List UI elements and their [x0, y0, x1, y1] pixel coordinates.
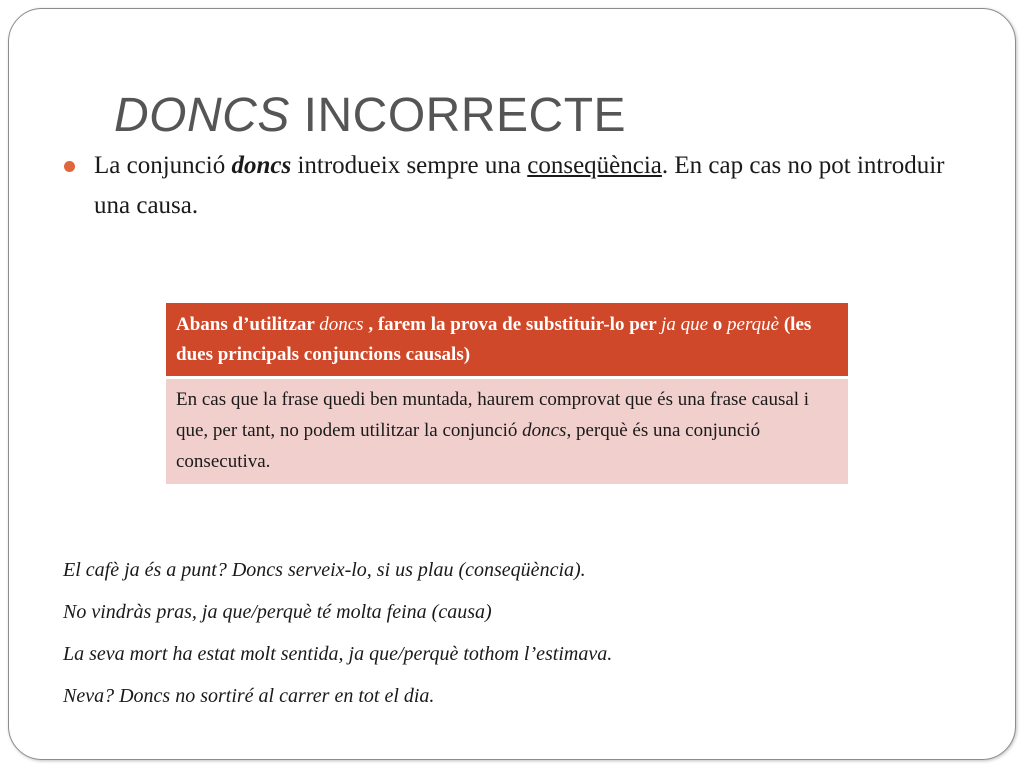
bullet-keyword: doncs: [231, 152, 292, 179]
body-text: , perquè és una conjunció consecutiva.: [176, 420, 761, 472]
example-sentence: El cafè ja és a punt? Doncs serveix-lo, si us plau (conseqüència).: [63, 559, 586, 581]
slide-title: [114, 88, 626, 144]
body-italic: doncs: [522, 420, 567, 441]
table-body-cell: [166, 378, 848, 485]
info-table: [166, 303, 848, 484]
header-italic: perquè: [727, 314, 780, 335]
example-sentence: Neva? Doncs no sortiré al carrer en tot el dia.: [63, 685, 435, 707]
bullet-underlined-word: conseqüència: [527, 152, 662, 179]
header-text: (les dues principals conjuncions causals): [176, 314, 812, 365]
example-sentences: [63, 556, 963, 724]
header-italic: ja que: [661, 314, 709, 335]
body-text: En cas que la frase quedi ben muntada, haurem comprovat que és una frase causal i que, per tant, no podem utilitzar la conjunció: [176, 389, 810, 441]
header-text: , farem la prova de substituir-lo per: [363, 314, 662, 335]
bullet-text-part: introdueix sempre una: [291, 152, 528, 179]
bullet-text: [94, 146, 964, 226]
header-text: Abans d’utilitzar: [176, 314, 320, 335]
title-rest: INCORRECTE: [289, 89, 627, 142]
example-sentence: No vindràs pras, ja que/perquè té molta feina (causa): [63, 601, 492, 623]
title-italic-word: DONCS: [114, 89, 290, 142]
table-header-row: [166, 303, 848, 378]
bullet-text-part: . En cap cas no pot introduir una causa.: [94, 152, 945, 219]
bullet-dot-icon: [64, 161, 75, 172]
bullet-point: [64, 146, 964, 226]
bullet-text-part: La conjunció: [94, 152, 232, 179]
example-sentence: La seva mort ha estat molt sentida, ja que/perquè tothom l’estimava.: [63, 643, 613, 665]
table-header-cell: [166, 303, 848, 378]
table-body-row: [166, 378, 848, 485]
header-italic: doncs: [319, 314, 364, 335]
header-text: o: [708, 314, 728, 335]
